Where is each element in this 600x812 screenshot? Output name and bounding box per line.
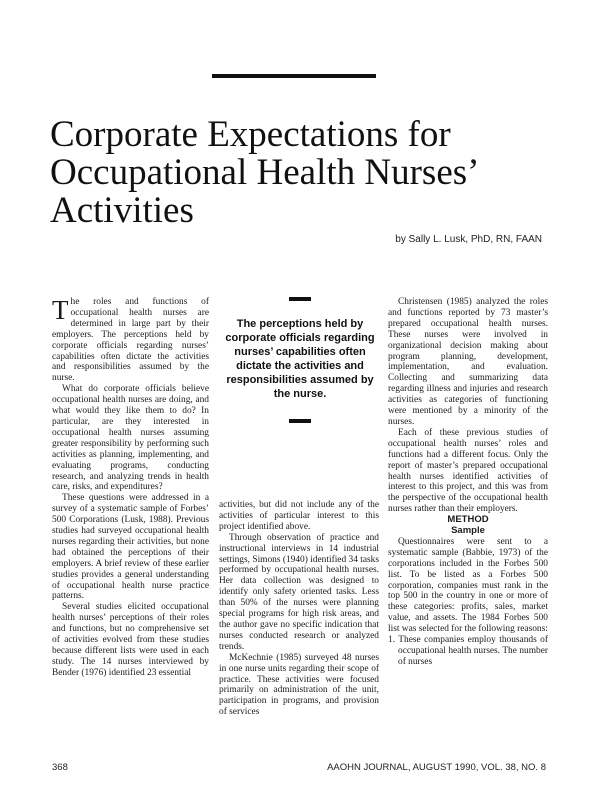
subsection-heading-sample: Sample xyxy=(451,525,485,537)
pull-quote-rule-bottom xyxy=(289,419,311,423)
author-byline: by Sally L. Lusk, PhD, RN, FAAN xyxy=(395,234,542,245)
journal-citation: AAOHN JOURNAL, AUGUST 1990, VOL. 38, NO. 8 xyxy=(327,762,546,773)
paragraph: These questions were addressed in a survey of a systematic sample of Forbes’ 500 Corporations (Lusk, 1988). Previous studies had surveyed occupational health nurses regarding their activities, but none had obtained the perceptions of their employers. A brief review of these earlier studies provides a general understanding of occupational health nurse practice patterns. xyxy=(52,493,209,602)
paragraph: What do corporate officials believe occupational health nurses are doing, and what would they like them to do? In particular, are they interested in occupational health nurses assuming greater responsibility by performing such activities as planning, implementing, and evaluating programs, conducting research, and analyzing trends in health care, risks, and expenditures? xyxy=(52,384,209,493)
pull-quote-rule-top xyxy=(289,297,311,301)
pull-quote xyxy=(221,297,379,423)
paragraph: Christensen (1985) analyzed the roles and functions reported by 73 master’s prepared occupational health nurses. These nurses were involved in organizational decision making about program planning, development, implementation, and evaluation. Collecting and summarizing data regarding illness and injuries and research activities as categories of functioning were mentioned by a minority of the nurses. xyxy=(388,297,548,427)
column-1 xyxy=(52,297,209,679)
column-2 xyxy=(219,500,379,718)
paragraph: The roles and functions of occupational health nurses are determined in large part by their employers. The perceptions held by corporate officials regarding nurses’ capabilities often dictate the activities and responsibilities assumed by the nurse. xyxy=(52,295,209,384)
paragraph: activities, but did not include any of the activities of particular interest to this project identified above. xyxy=(219,500,379,532)
list-item: 1. These companies employ thousands of occupational health nurses. The number of nurses xyxy=(388,635,548,667)
article-title: Corporate Expectations for Occupational Health Nurses’ Activities xyxy=(50,114,477,231)
paragraph: Several studies elicited occupational health nurses’ perceptions of their roles and functions, but no comprehensive set of activities evolved from these studies because different lists were used in each study. The 14 nurses interviewed by Bender (1976) identified 23 essential xyxy=(52,602,209,678)
page-number: 368 xyxy=(52,762,68,773)
paragraph: Questionnaires were sent to a systematic sample (Babbie, 1973) of the corporations included in the Forbes 500 list. To be listed as a Forbes 500 corporation, companies must rank in the top 500 in the country in one or more of these categories: profits, sales, market value, and assets. The 1984 Forbes 500 list was selected for the following reasons: xyxy=(388,536,548,635)
top-rule xyxy=(212,74,376,78)
section-heading-method: METHOD xyxy=(447,514,489,526)
pull-quote-text: The perceptions held by corporate officials regarding nurses’ capabilities often dictate the activities and responsibilities assumed by the nurse. xyxy=(225,318,375,400)
column-3 xyxy=(388,297,548,668)
drop-cap: T xyxy=(52,295,69,325)
paragraph: Through observation of practice and instructional interviews in 14 industrial settings, Simons (1940) identified 34 tasks performed by occupational health nurses. Her data collection was designed to identify only safety oriented tasks. Less than 50% of the nurses were planning special programs for high risk areas, and the author gave no specific indication that nurses conducted research or analyzed trends. xyxy=(219,532,379,652)
paragraph: Each of these previous studies of occupational health nurses’ roles and functions had a different focus. Only the report of master’s prepared occupational health nurses identified activities of interest to this project, and this was from the perspective of the occupational health nurses rather than their employers. xyxy=(388,427,548,515)
paragraph: McKechnie (1985) surveyed 48 nurses in one nurse units regarding their scope of practice. These activities were focused primarily on administration of the unit, participation in programs, and provision of services xyxy=(219,652,379,718)
